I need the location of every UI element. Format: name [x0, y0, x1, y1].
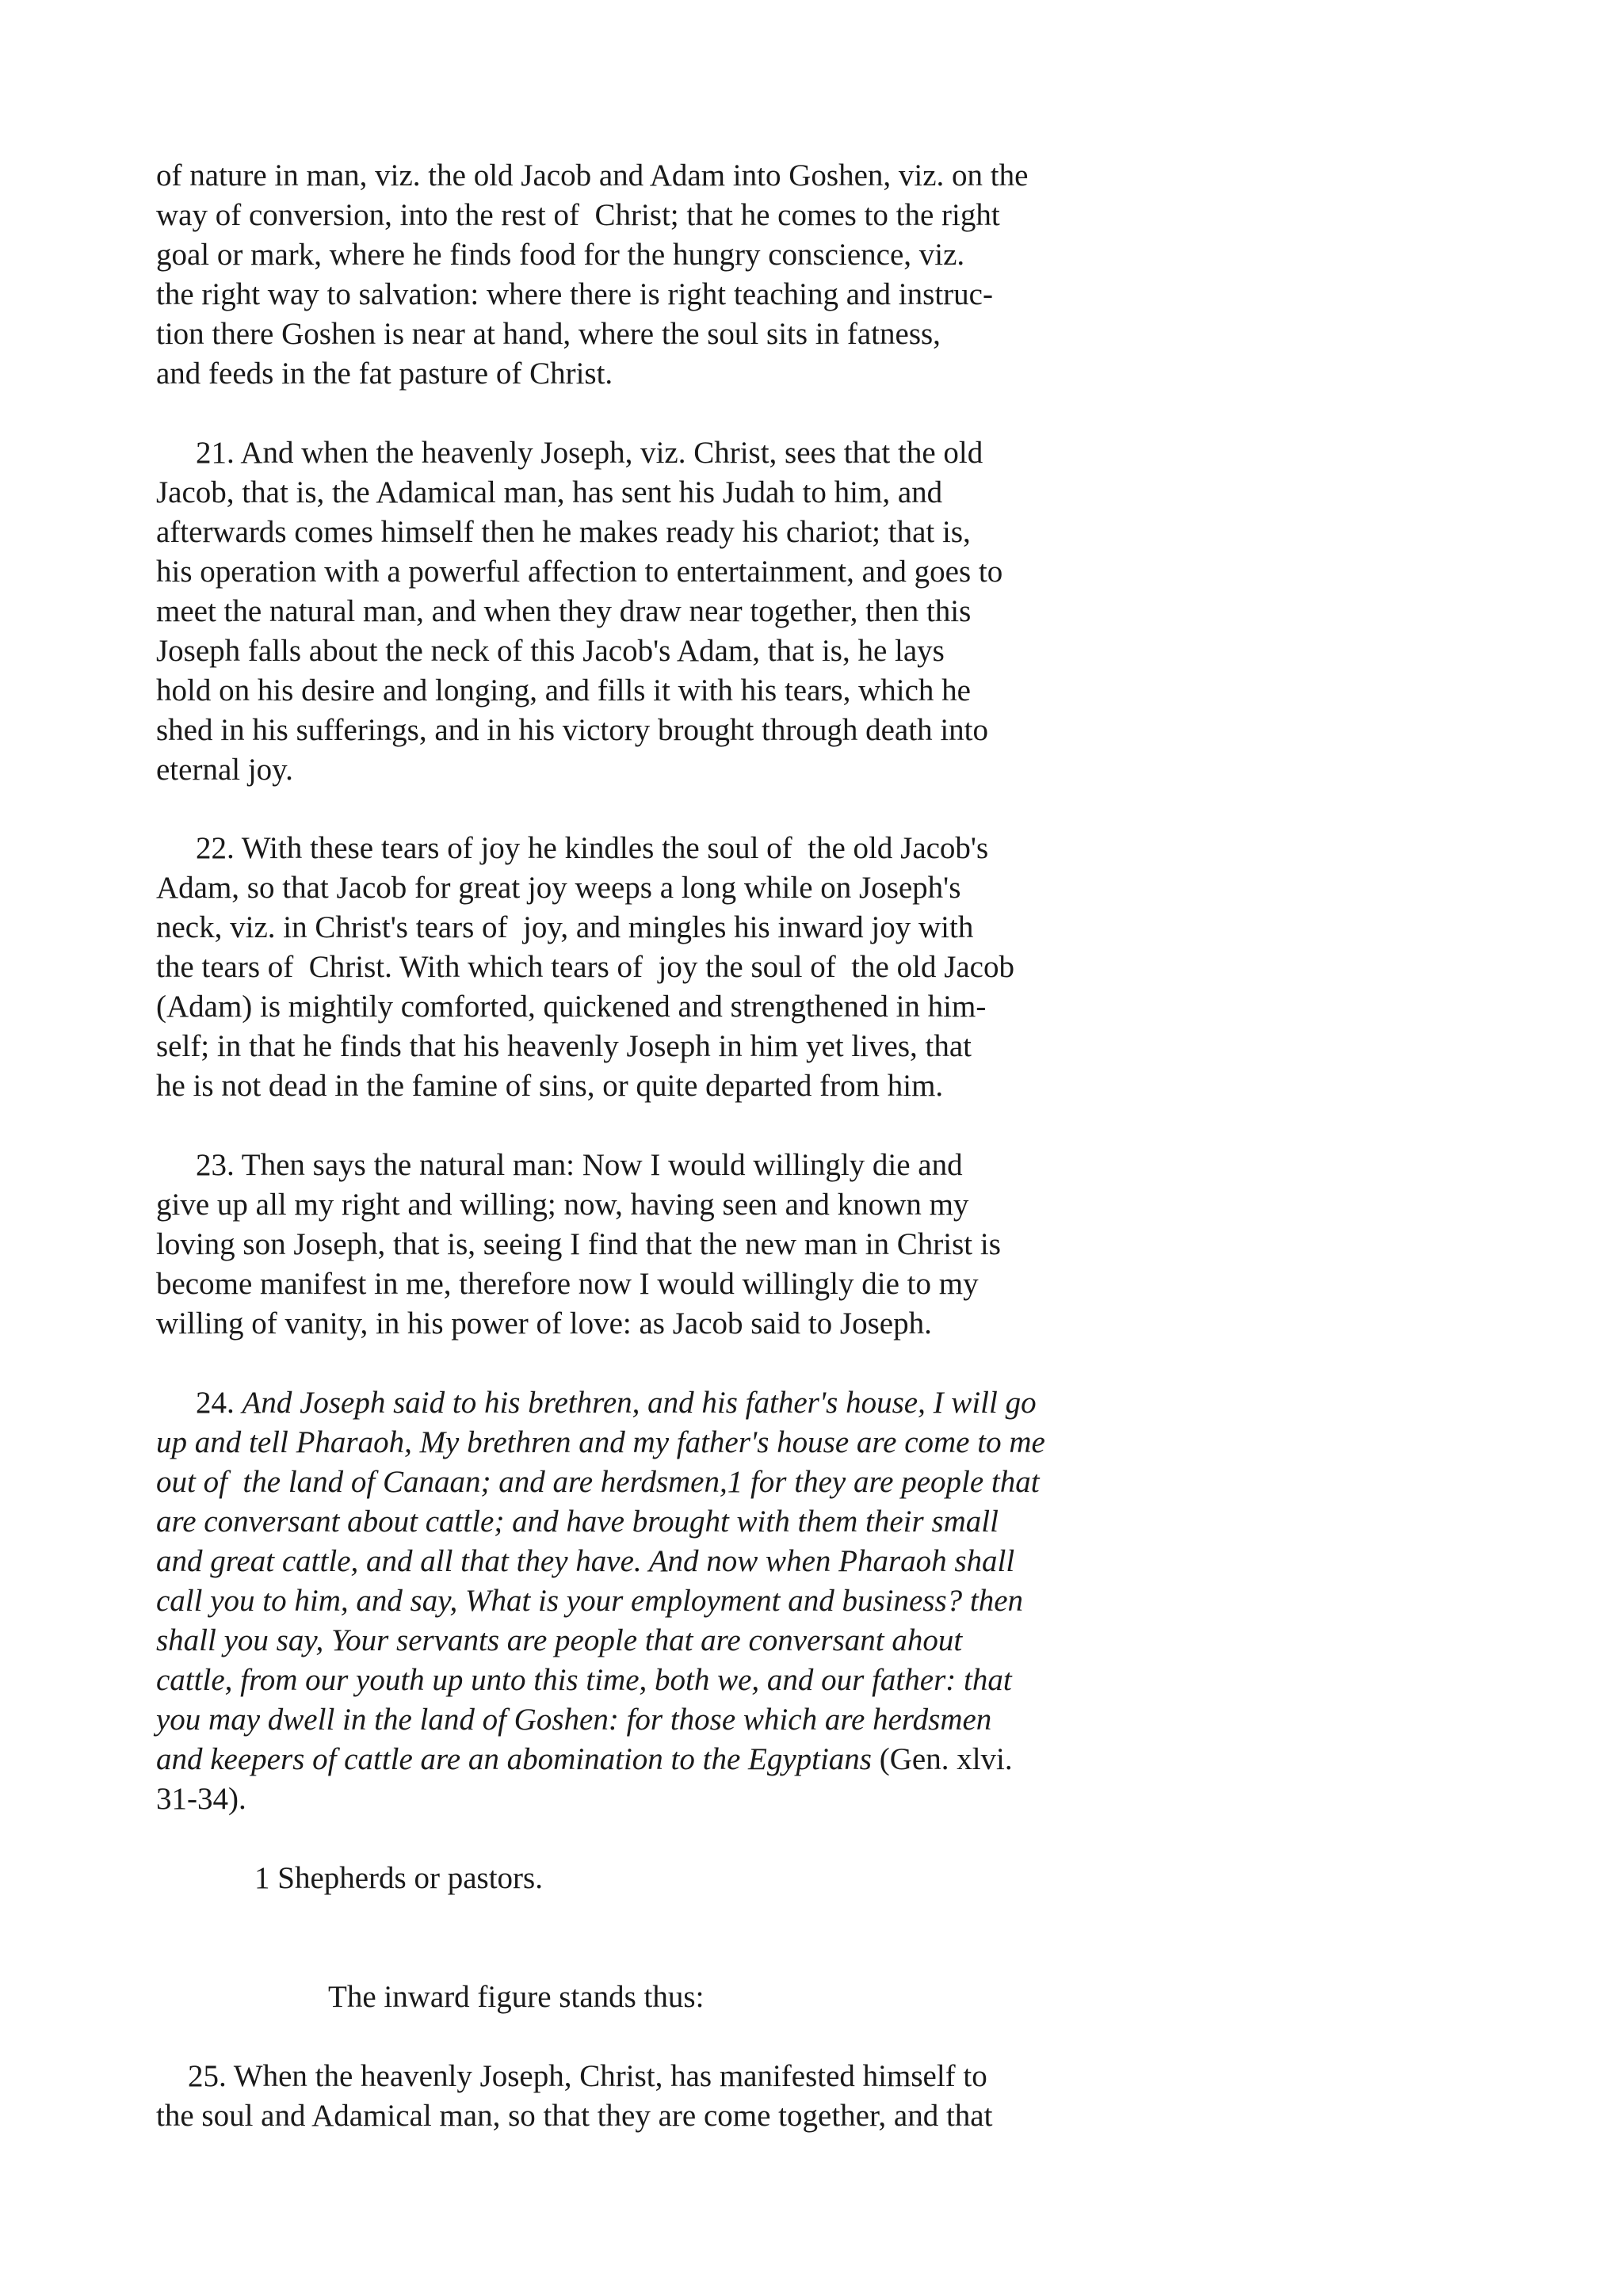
text-line: willing of vanity, in his power of love: as Jacob said to Joseph. — [156, 1306, 932, 1341]
quote-line — [156, 1740, 1013, 1779]
quote-line: out of the land of Canaan; and are herdsmen,1 for they are people that — [156, 1465, 1040, 1499]
quote-line: shall you say, Your servants are people that are conversant ahout — [156, 1623, 963, 1657]
text-line: 21. And when the heavenly Joseph, viz. Christ, sees that the old — [196, 436, 983, 470]
quote-line: cattle, from our youth up unto this time, both we, and our father: that — [156, 1663, 1012, 1697]
text-line: he is not dead in the famine of sins, or quite departed from him. — [156, 1069, 944, 1103]
text-line: 22. With these tears of joy he kindles the soul of the old Jacob's — [196, 831, 989, 865]
text-line: eternal joy. — [156, 753, 293, 787]
text-line: afterwards comes himself then he makes ready his chariot; that is, — [156, 515, 971, 549]
text-line: hold on his desire and longing, and fills it with his tears, which he — [156, 673, 971, 707]
paragraph-number: 24. — [196, 1386, 242, 1420]
text-line: Joseph falls about the neck of this Jacob's Adam, that is, he lays — [156, 634, 945, 668]
text-line: neck, viz. in Christ's tears of joy, and mingles his inward joy with — [156, 910, 974, 944]
quote-line: are conversant about cattle; and have brought with them their small — [156, 1505, 999, 1539]
text-line: the soul and Adamical man, so that they are come together, and that — [156, 2099, 993, 2133]
text-line: become manifest in me, therefore now I would willingly die to my — [156, 1267, 979, 1301]
text-line: 23. Then says the natural man: Now I would willingly die and — [196, 1148, 963, 1182]
footnote: 1 Shepherds or pastors. — [254, 1861, 543, 1895]
text-line: the tears of Christ. With which tears of joy the soul of the old Jacob — [156, 950, 1014, 984]
text-line: shed in his sufferings, and in his victory brought through death into — [156, 713, 988, 747]
quote-line — [196, 1383, 1037, 1423]
quote-line: you may dwell in the land of Goshen: for those which are herdsmen — [156, 1703, 992, 1737]
text-line: his operation with a powerful affection to entertainment, and goes to — [156, 555, 1003, 589]
citation: 31-34). — [156, 1782, 246, 1816]
text-line: loving son Joseph, that is, seeing I find that the new man in Christ is — [156, 1227, 1001, 1261]
section-heading: The inward figure stands thus: — [328, 1980, 705, 2014]
text-line: (Adam) is mightily comforted, quickened and strengthened in him- — [156, 990, 987, 1024]
text-line: give up all my right and willing; now, having seen and known my — [156, 1188, 969, 1222]
quote-line: and great cattle, and all that they have. And now when Pharaoh shall — [156, 1544, 1015, 1578]
quote-text: And Joseph said to his brethren, and his father's house, I will go — [242, 1386, 1037, 1420]
text-line: way of conversion, into the rest of Christ; that he comes to the right — [156, 198, 1000, 232]
text-line: meet the natural man, and when they draw near together, then this — [156, 594, 972, 628]
text-line: goal or mark, where he finds food for the hungry conscience, viz. — [156, 238, 965, 272]
quote-text: and keepers of cattle are an abomination to the Egyptians — [156, 1742, 872, 1776]
text-line: and feeds in the fat pasture of Christ. — [156, 357, 613, 391]
citation: (Gen. xlvi. — [871, 1742, 1013, 1776]
text-line: 25. When the heavenly Joseph, Christ, has manifested himself to — [188, 2059, 987, 2093]
text-line: of nature in man, viz. the old Jacob and Adam into Goshen, viz. on the — [156, 158, 1029, 193]
text-line: tion there Goshen is near at hand, where the soul sits in fatness, — [156, 317, 941, 351]
text-line: Adam, so that Jacob for great joy weeps a long while on Joseph's — [156, 871, 961, 905]
text-line: the right way to salvation: where there is right teaching and instruc- — [156, 277, 993, 311]
text-line: Jacob, that is, the Adamical man, has sent his Judah to him, and — [156, 475, 943, 509]
quote-line: up and tell Pharaoh, My brethren and my father's house are come to me — [156, 1425, 1045, 1459]
quote-line: call you to him, and say, What is your employment and business? then — [156, 1584, 1024, 1618]
text-line: self; in that he finds that his heavenly Joseph in him yet lives, that — [156, 1029, 972, 1063]
